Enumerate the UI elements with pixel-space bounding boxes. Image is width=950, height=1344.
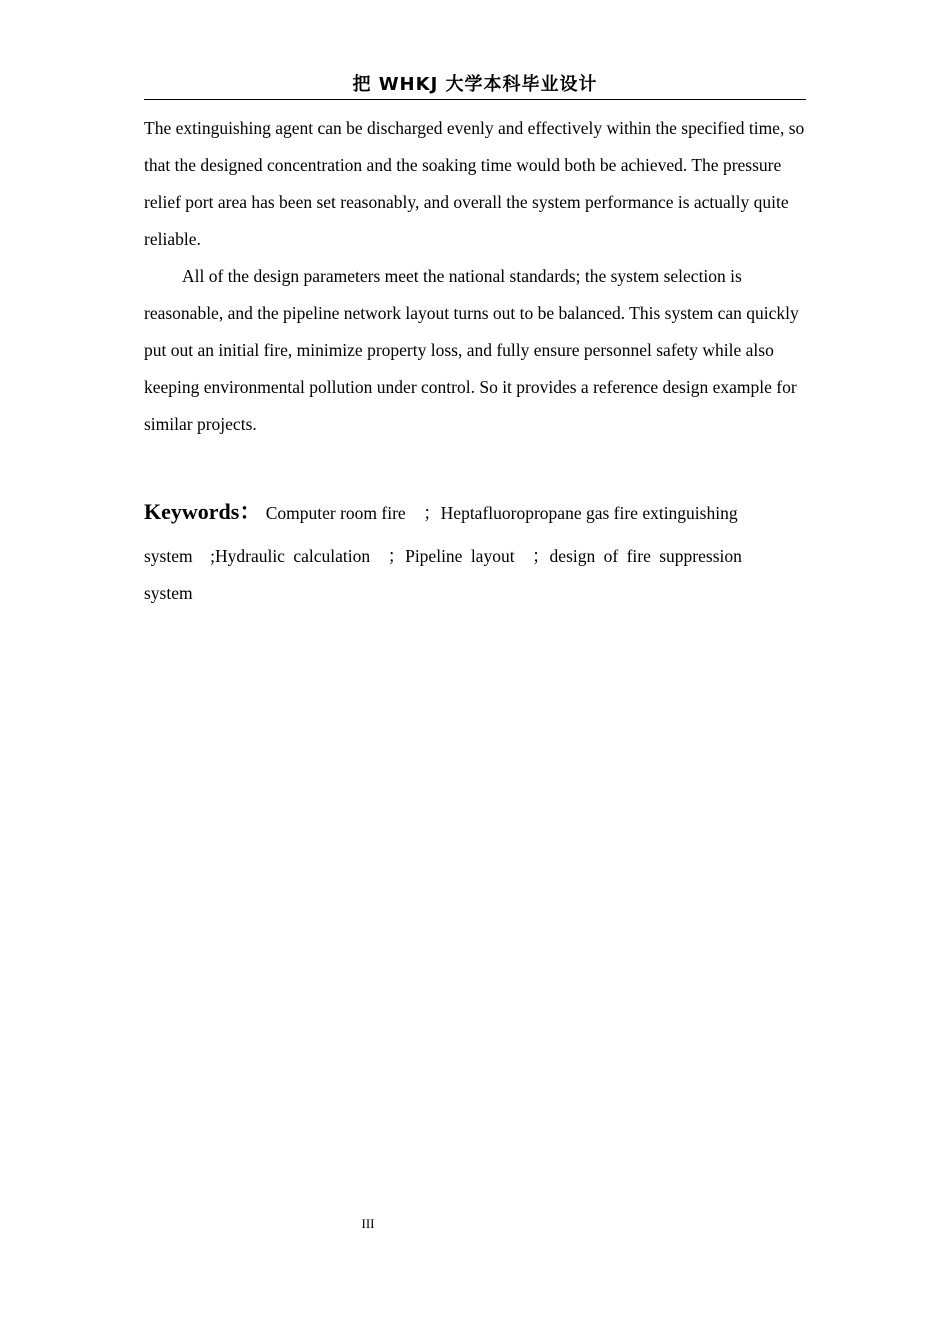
keywords-line-1 bbox=[144, 491, 806, 534]
page-header bbox=[144, 72, 806, 100]
keywords-line-2: system ;Hydraulic calculation ；Pipeline layout ；design of fire suppression bbox=[144, 546, 742, 566]
keywords-section bbox=[144, 491, 806, 612]
header-title: 把 WHKJ 大学本科毕业设计 bbox=[352, 74, 598, 95]
abstract-paragraph-1: The extinguishing agent can be discharged evenly and effectively within the specified time, so that the designed concentration and the soaking time would both be achieved. The pressure relief port area has been set reasonably, and overall the system performance is actually quite reliable. bbox=[144, 118, 805, 249]
page-number: III bbox=[361, 1216, 375, 1231]
abstract-paragraph-2: All of the design parameters meet the national standards; the system selection is reasonable, and the pipeline network layout turns out to be balanced. This system can quickly put out an initial fire, minimize property loss, and fully ensure personnel safety while also keeping environmental pollution under control. So it provides a reference design example for similar projects. bbox=[144, 266, 799, 434]
keywords-text-1: Computer room fire ；Heptafluoropropane gas fire extinguishing bbox=[265, 503, 738, 523]
keywords-label: Keywords： bbox=[144, 499, 262, 524]
keywords-line-3: system bbox=[144, 583, 193, 603]
document-body bbox=[144, 110, 806, 612]
